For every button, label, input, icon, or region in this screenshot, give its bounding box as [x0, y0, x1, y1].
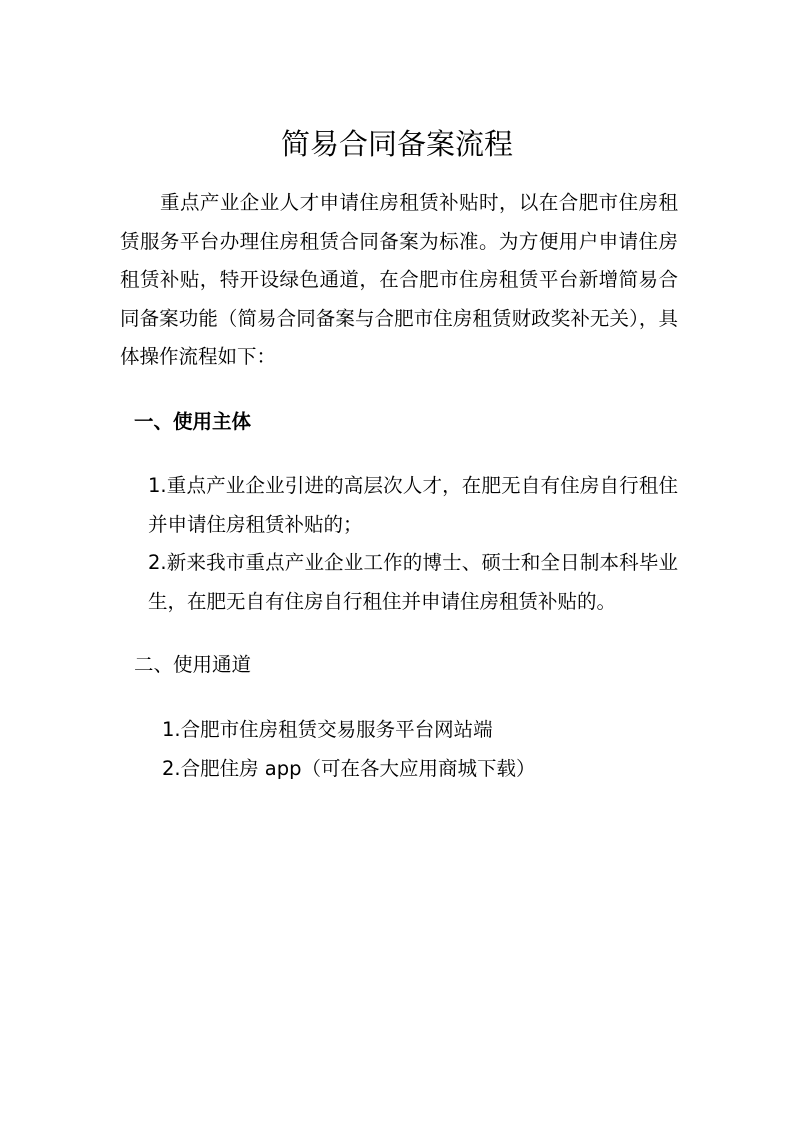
subjects-list [148, 467, 678, 621]
section-heading-subjects: 一、使用主体 [134, 410, 252, 433]
list-item: 2.新来我市重点产业企业工作的博士、硕士和全日制本科毕业生，在肥无自有住房自行租住并申请住房租赁补贴的。 [148, 551, 678, 613]
list-item: 1.合肥市住房租赁交易服务平台网站端 [162, 718, 493, 741]
list-item: 1.重点产业企业引进的高层次人才，在肥无自有住房自行租住并申请住房租赁补贴的； [148, 474, 678, 536]
document-title: 简易合同备案流程 [280, 127, 513, 161]
section-heading-channels: 二、使用通道 [134, 653, 252, 676]
intro-paragraph: 重点产业企业人才申请住房租赁补贴时，以在合肥市住房租赁服务平台办理住房租赁合同备案为标准。为方便用户申请住房租赁补贴，特开设绿色通道，在合肥市住房租赁平台新增简易合同备案功能（简易合同备案与合肥市住房租赁财政奖补无关），具体操作流程如下： [120, 191, 678, 368]
list-item: 2.合肥住房 app（可在各大应用商城下载） [162, 756, 536, 780]
channels-list [162, 711, 682, 788]
